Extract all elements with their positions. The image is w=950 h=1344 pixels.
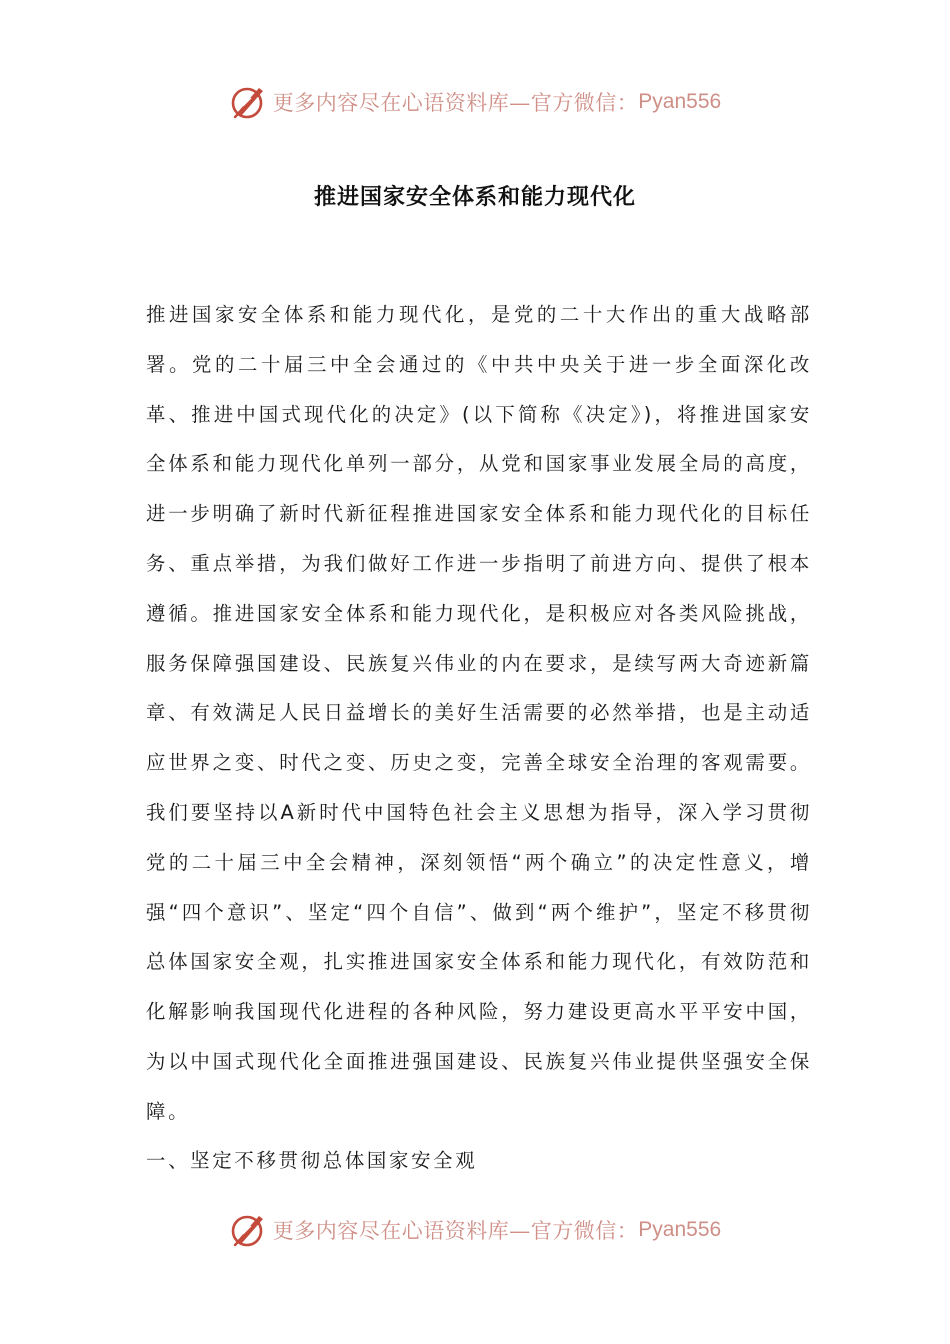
header-watermark-banner xyxy=(0,80,950,124)
body-paragraph: 推进国家安全体系和能力现代化，是党的二十大作出的重大战略部署。党的二十届三中全会通过的《中共中央关于进一步全面深化改革、推进中国式现代化的决定》(以下简称《决定》)，将推进国家安全体系和能力现代化单列一部分，从党和国家事业发展全局的高度，进一步明确了新时代新征程推进国家安全体系和能力现代化的目标任务、重点举措，为我们做好工作进一步指明了前进方向、提供了根本遵循。推进国家安全体系和能力现代化，是积极应对各类风险挑战，服务保障强国建设、民族复兴伟业的内在要求，是续写两大奇迹新篇章、有效满足人民日益增长的美好生活需要的必然举措，也是主动适应世界之变、时代之变、历史之变，完善全球安全治理的客观需要。我们要坚持以A新时代中国特色社会主义思想为指导，深入学习贯彻党的二十届三中全会精神，深刻领悟“两个确立”的决定性意义，增强“四个意识”、坚定“四个自信”、做到“两个维护”，坚定不移贯彻总体国家安全观，扎实推进国家安全体系和能力现代化，有效防范和化解影响我国现代化进程的各种风险，努力建设更高水平平安中国，为以中国式现代化全面推进强国建设、民族复兴伟业提供坚强安全保障。 xyxy=(146,303,812,1123)
banner-wechat-id: Pyan556 xyxy=(638,90,722,113)
banner-wechat-id: Pyan556 xyxy=(638,1218,722,1241)
quill-pen-logo-icon xyxy=(229,82,269,122)
banner-text: 更多内容尽在心语资料库—官方微信： xyxy=(272,1219,639,1243)
banner-text: 更多内容尽在心语资料库—官方微信： xyxy=(272,91,639,115)
footer-watermark-banner xyxy=(0,1208,950,1252)
document-title: 推进国家安全体系和能力现代化 xyxy=(313,185,636,210)
quill-pen-logo-icon xyxy=(229,1210,269,1250)
section-heading: 一、坚定不移贯彻总体国家安全观 xyxy=(146,1149,478,1172)
